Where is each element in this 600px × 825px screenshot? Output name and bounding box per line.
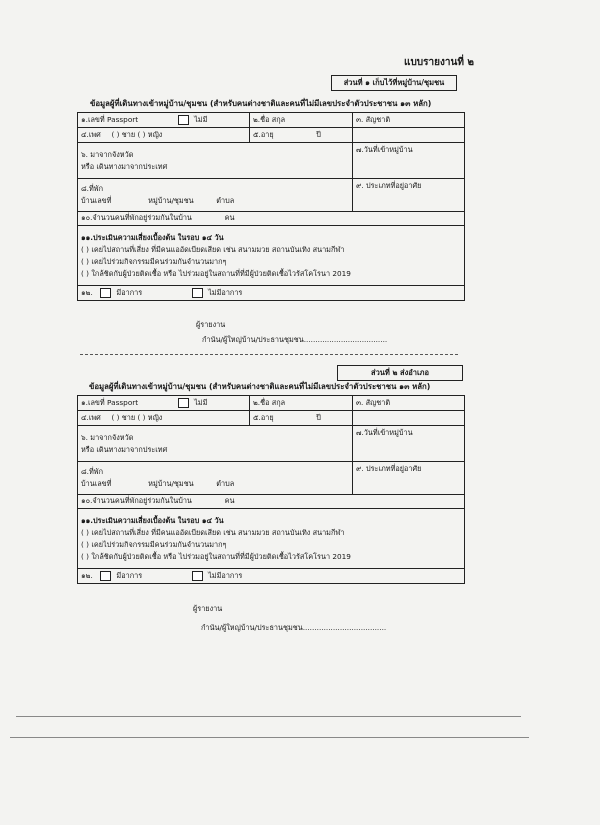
has-symptoms-checkbox[interactable] — [100, 571, 111, 581]
reporter-role[interactable]: กำนัน/ผู้ใหญ่บ้าน/ประธานชุมชน.................................... — [202, 335, 388, 344]
risk-item[interactable]: ( ) ใกล้ชิดกับผู้ป่วยติดเชื้อ หรือ ไปร่วมอยู่ในสถานที่ที่มีผู้ป่วยติดเชื้อไวรัสโคโรนา 2019 — [81, 268, 351, 278]
no-symptoms-label: ไม่มีอาการ — [208, 287, 243, 297]
house-no-label: บ้านเลขที่ — [81, 479, 112, 488]
section-2-form — [77, 395, 465, 584]
name-field[interactable] — [250, 396, 353, 411]
persons-unit: คน — [224, 496, 235, 505]
no-symptoms-checkbox[interactable] — [192, 571, 203, 581]
cohabitants-label: ๑๐.จำนวนคนที่พักอยู่ร่วมกันในบ้าน — [81, 213, 192, 222]
blank-cell — [353, 128, 465, 143]
symptom-number: ๑๒. — [81, 570, 93, 580]
arrival-date-label: ๗.วันที่เข้าหมู่บ้าน — [356, 428, 413, 437]
residence-type-label: ๙. ประเภทที่อยู่อาศัย — [356, 181, 422, 190]
sex-cell — [78, 411, 250, 426]
origin-field[interactable] — [78, 143, 353, 179]
section-1-form — [77, 112, 465, 301]
no-symptoms-checkbox[interactable] — [192, 288, 203, 298]
risk-item[interactable]: ( ) เคยไปร่วมกิจกรรมมีคนร่วมกันจำนวนมากๆ — [81, 539, 227, 549]
risk-title: ๑๑.ประเมินความเสี่ยงเบื้องต้น ในรอบ ๑๔ วัน — [81, 515, 224, 525]
no-passport-label: ไม่มี — [194, 114, 208, 124]
from-province-label: ๖. มาจากจังหวัด — [81, 432, 134, 442]
cut-line — [80, 354, 458, 355]
no-symptoms-label: ไม่มีอาการ — [208, 570, 243, 580]
reporter-label: ผู้รายงาน — [193, 604, 223, 613]
male-option[interactable]: ( ) ชาย — [111, 412, 136, 422]
from-abroad-label: หรือ เดินทางมาจากประเทศ — [81, 161, 168, 171]
risk-item[interactable]: ( ) เคยไปสถานที่เสี่ยง ที่มีคนแออัดเบียดเสียด เช่น สนามมวย สถานบันเทิง สนามกีฬา — [81, 527, 345, 537]
footer-line — [10, 737, 529, 738]
residence-type-field[interactable] — [353, 462, 465, 495]
section-2-label: ส่วนที่ ๒ ส่งอำเภอ — [337, 365, 463, 381]
age-field[interactable] — [250, 411, 353, 426]
blank-cell — [353, 411, 465, 426]
footer-line — [16, 716, 521, 717]
subdistrict-label: ตำบล — [216, 196, 235, 205]
nationality-label: ๓. สัญชาติ — [356, 114, 391, 124]
no-passport-label: ไม่มี — [194, 397, 208, 407]
village-label: หมู่บ้าน/ชุมชน — [148, 479, 194, 488]
residence-label: ๘.ที่พัก — [81, 467, 103, 476]
male-option[interactable]: ( ) ชาย — [111, 129, 136, 139]
name-label: ๒.ชื่อ สกุล — [253, 114, 286, 124]
sex-cell — [78, 128, 250, 143]
residence-label: ๘.ที่พัก — [81, 184, 103, 193]
passport-label: ๑.เลขที่ Passport — [81, 397, 139, 407]
female-option[interactable]: ( ) หญิง — [137, 129, 163, 139]
sex-label: ๔.เพศ — [81, 129, 101, 139]
passport-label: ๑.เลขที่ Passport — [81, 114, 139, 124]
symptoms-row — [78, 569, 465, 584]
risk-assessment — [78, 509, 465, 569]
risk-title: ๑๑.ประเมินความเสี่ยงเบื้องต้น ในรอบ ๑๔ วัน — [81, 232, 224, 242]
from-abroad-label: หรือ เดินทางมาจากประเทศ — [81, 444, 168, 454]
age-label: ๕.อายุ — [253, 129, 274, 139]
report-title: แบบรายงานที่ ๒ — [404, 57, 474, 68]
name-field[interactable] — [250, 113, 353, 128]
no-passport-checkbox[interactable] — [178, 115, 189, 125]
female-option[interactable]: ( ) หญิง — [137, 412, 163, 422]
residence-field[interactable] — [78, 462, 353, 495]
symptom-number: ๑๒. — [81, 287, 93, 297]
from-province-label: ๖. มาจากจังหวัด — [81, 149, 134, 159]
origin-field[interactable] — [78, 426, 353, 462]
section-1-label: ส่วนที่ ๑ เก็บไว้ที่หมู่บ้าน/ชุมชน — [331, 75, 457, 91]
symptoms-row — [78, 286, 465, 301]
section-2-heading: ข้อมูลผู้ที่เดินทางเข้าหมู่บ้าน/ชุมชน (สำหรับคนต่างชาติและคนที่ไม่มีเลขประจำตัวประชาชน ๑๓ หลัก) — [89, 382, 431, 391]
age-unit: ปี — [316, 412, 321, 422]
name-label: ๒.ชื่อ สกุล — [253, 397, 286, 407]
residence-type-field[interactable] — [353, 179, 465, 212]
arrival-date-field[interactable] — [353, 426, 465, 462]
passport-cell — [78, 396, 250, 411]
cohabitants-field[interactable] — [78, 495, 465, 509]
has-symptoms-label: มีอาการ — [116, 570, 143, 580]
age-field[interactable] — [250, 128, 353, 143]
village-label: หมู่บ้าน/ชุมชน — [148, 196, 194, 205]
nationality-label: ๓. สัญชาติ — [356, 397, 391, 407]
persons-unit: คน — [224, 213, 235, 222]
arrival-date-field[interactable] — [353, 143, 465, 179]
risk-item[interactable]: ( ) เคยไปร่วมกิจกรรมมีคนร่วมกันจำนวนมากๆ — [81, 256, 227, 266]
age-label: ๕.อายุ — [253, 412, 274, 422]
residence-type-label: ๙. ประเภทที่อยู่อาศัย — [356, 464, 422, 473]
passport-cell — [78, 113, 250, 128]
risk-item[interactable]: ( ) ใกล้ชิดกับผู้ป่วยติดเชื้อ หรือ ไปร่วมอยู่ในสถานที่ที่มีผู้ป่วยติดเชื้อไวรัสโคโรนา 2019 — [81, 551, 351, 561]
risk-assessment — [78, 226, 465, 286]
cohabitants-label: ๑๐.จำนวนคนที่พักอยู่ร่วมกันในบ้าน — [81, 496, 192, 505]
no-passport-checkbox[interactable] — [178, 398, 189, 408]
section-1-heading: ข้อมูลผู้ที่เดินทางเข้าหมู่บ้าน/ชุมชน (สำหรับคนต่างชาติและคนที่ไม่มีเลขประจำตัวประชาชน ๑๓ หลัก) — [90, 99, 432, 108]
subdistrict-label: ตำบล — [216, 479, 235, 488]
nationality-field[interactable] — [353, 396, 465, 411]
risk-item[interactable]: ( ) เคยไปสถานที่เสี่ยง ที่มีคนแออัดเบียดเสียด เช่น สนามมวย สถานบันเทิง สนามกีฬา — [81, 244, 345, 254]
residence-field[interactable] — [78, 179, 353, 212]
arrival-date-label: ๗.วันที่เข้าหมู่บ้าน — [356, 145, 413, 154]
age-unit: ปี — [316, 129, 321, 139]
has-symptoms-label: มีอาการ — [116, 287, 143, 297]
reporter-role[interactable]: กำนัน/ผู้ใหญ่บ้าน/ประธานชุมชน.................................... — [201, 623, 387, 632]
has-symptoms-checkbox[interactable] — [100, 288, 111, 298]
sex-label: ๔.เพศ — [81, 412, 101, 422]
reporter-label: ผู้รายงาน — [196, 320, 226, 329]
nationality-field[interactable] — [353, 113, 465, 128]
house-no-label: บ้านเลขที่ — [81, 196, 112, 205]
cohabitants-field[interactable] — [78, 212, 465, 226]
